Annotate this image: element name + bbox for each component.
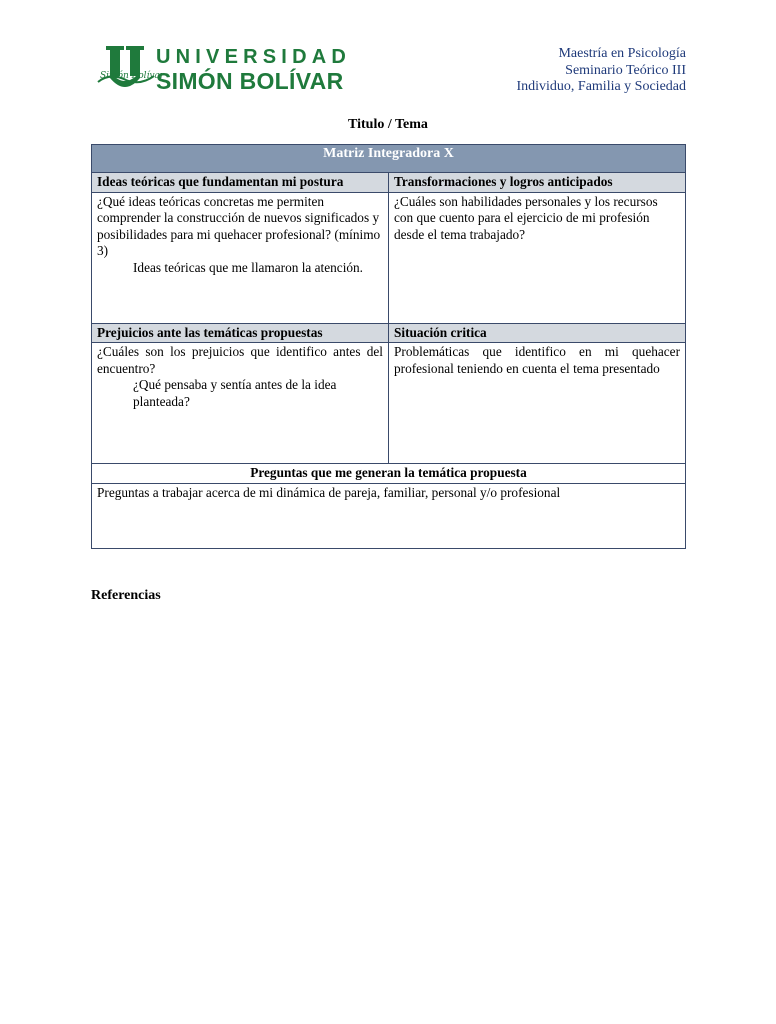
section-header-row (92, 323, 686, 343)
theoretical-ideas-indent-text: Ideas teóricas que me llamaron la atención. (133, 259, 364, 275)
prejudices-header: Prejuicios ante las temáticas propuestas (92, 323, 389, 343)
university-logo (88, 36, 360, 102)
questions-cell[interactable] (92, 483, 686, 548)
transformations-text: ¿Cuáles son habilidades personales y los recursos con que cuento para el ejercicio de mi profesión desde el tema trabajado? (394, 193, 658, 242)
header-program-info (516, 46, 686, 96)
section-header-row (92, 464, 686, 484)
critical-situation-text: Problemáticas que identifico en mi quehacer profesional teniendo en cuenta el tema presentado (394, 344, 680, 376)
logo-script-text: Simón Bolívar (100, 71, 165, 81)
section-body-row (92, 192, 686, 323)
program-name: Maestría en Psicología (558, 46, 686, 61)
critical-situation-cell[interactable] (389, 343, 686, 464)
logo-line-university: UNIVERSIDAD (156, 46, 351, 68)
prejudices-text: ¿Cuáles son los prejuicios que identifico antes del encuentro? (97, 344, 383, 376)
transformations-header: Transformaciones y logros anticipados (389, 173, 686, 193)
theoretical-ideas-cell[interactable] (92, 192, 389, 323)
questions-header: Preguntas que me generan la temática propuesta (92, 464, 686, 484)
critical-situation-header: Situación critica (389, 323, 686, 343)
logo-line-name: SIMÓN BOLÍVAR (156, 68, 344, 94)
document-title: Titulo / Tema (348, 117, 428, 132)
section-header-row (92, 173, 686, 193)
transformations-cell[interactable] (389, 192, 686, 323)
references-heading: Referencias (91, 588, 161, 603)
seminar-name: Seminario Teórico III (565, 62, 686, 78)
section-body-row (92, 343, 686, 464)
prejudices-cell[interactable] (92, 343, 389, 464)
theoretical-ideas-text: ¿Qué ideas teóricas concretas me permiten comprender la construcción de nuevos significados y posibilidades para mi quehacer profesional? (mínimo 3) (97, 193, 381, 258)
integrative-matrix-table (91, 144, 686, 549)
university-emblem-icon (96, 42, 165, 96)
theoretical-ideas-header: Ideas teóricas que fundamentan mi postura (92, 173, 389, 193)
seminar-subtitle: Individuo, Familia y Sociedad (516, 79, 686, 94)
questions-text: Preguntas a trabajar acerca de mi dinámica de pareja, familiar, personal y/o profesional (97, 484, 561, 500)
prejudices-indent-text: ¿Qué pensaba y sentía antes de la idea planteada? (133, 377, 337, 409)
matrix-title-row (92, 145, 686, 173)
section-body-row (92, 483, 686, 548)
matrix-title: Matriz Integradora X (92, 145, 686, 173)
